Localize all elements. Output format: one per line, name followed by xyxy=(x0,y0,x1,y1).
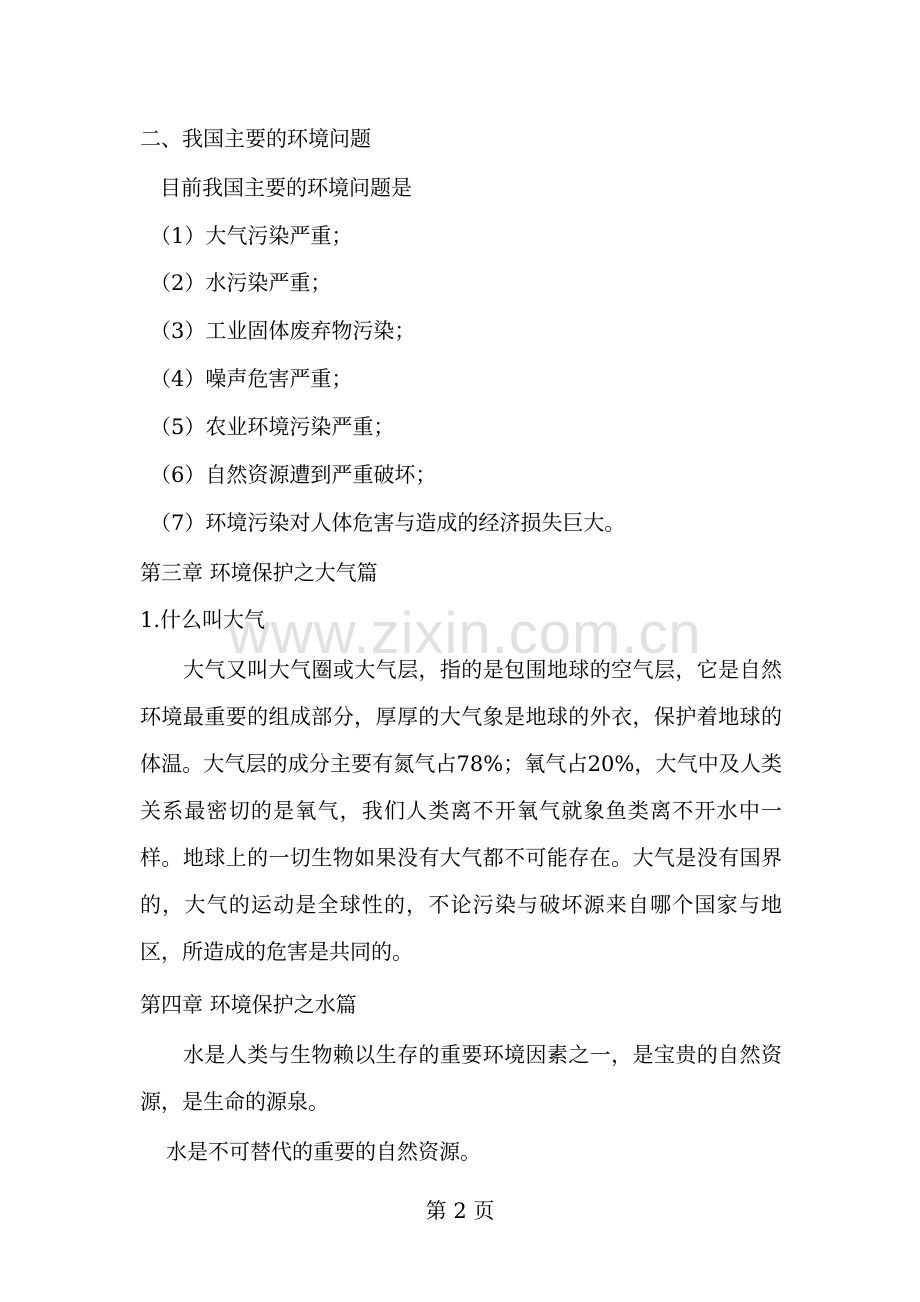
problem-item-3: （3）工业固体废弃物污染； xyxy=(150,319,416,343)
intro-text: 目前我国主要的环境问题是 xyxy=(160,176,412,200)
section-heading: 二、我国主要的环境问题 xyxy=(140,127,371,151)
problem-item-7: （7）环境污染对人体危害与造成的经济损失巨大。 xyxy=(150,511,626,535)
chapter3-subheading: 1.什么叫大气 xyxy=(140,608,266,632)
chapter3-paragraph: 大气又叫大气圈或大气层，指的是包围地球的空气层，它是自然环境最重要的组成部分，厚厚的大气象是地球的外衣，保护着地球的体温。大气层的成分主要有氮气占78%；氧气占20%，大气中及人类关系最密切的是氧气，我们人类离不开氧气就象鱼类离不开水中一样。地球上的一切生物如果没有大气都不可能存在。大气是没有国界的，大气的运动是全球性的，不论污染与破坏源来自哪个国家与地区，所造成的危害是共同的。 xyxy=(140,658,782,964)
chapter3-title: 第三章 环境保护之大气篇 xyxy=(140,561,378,585)
problem-item-4: （4）噪声危害严重； xyxy=(150,367,353,391)
watermark: www.zixin.com.cn xyxy=(228,601,702,666)
problem-item-1: （1）大气污染严重； xyxy=(150,224,353,248)
problem-item-6: （6）自然资源遭到严重破坏； xyxy=(150,463,437,487)
chapter4-paragraph-2: 水是不可替代的重要的自然资源。 xyxy=(166,1140,481,1164)
page-number-footer: 第 2 页 xyxy=(425,1199,495,1223)
chapter4-title: 第四章 环境保护之水篇 xyxy=(140,993,357,1017)
problem-item-2: （2）水污染严重； xyxy=(150,271,332,295)
problem-item-5: （5）农业环境污染严重； xyxy=(150,415,395,439)
chapter4-paragraph-1: 水是人类与生物赖以生存的重要环境因素之一，是宝贵的自然资源，是生命的源泉。 xyxy=(140,1043,782,1114)
